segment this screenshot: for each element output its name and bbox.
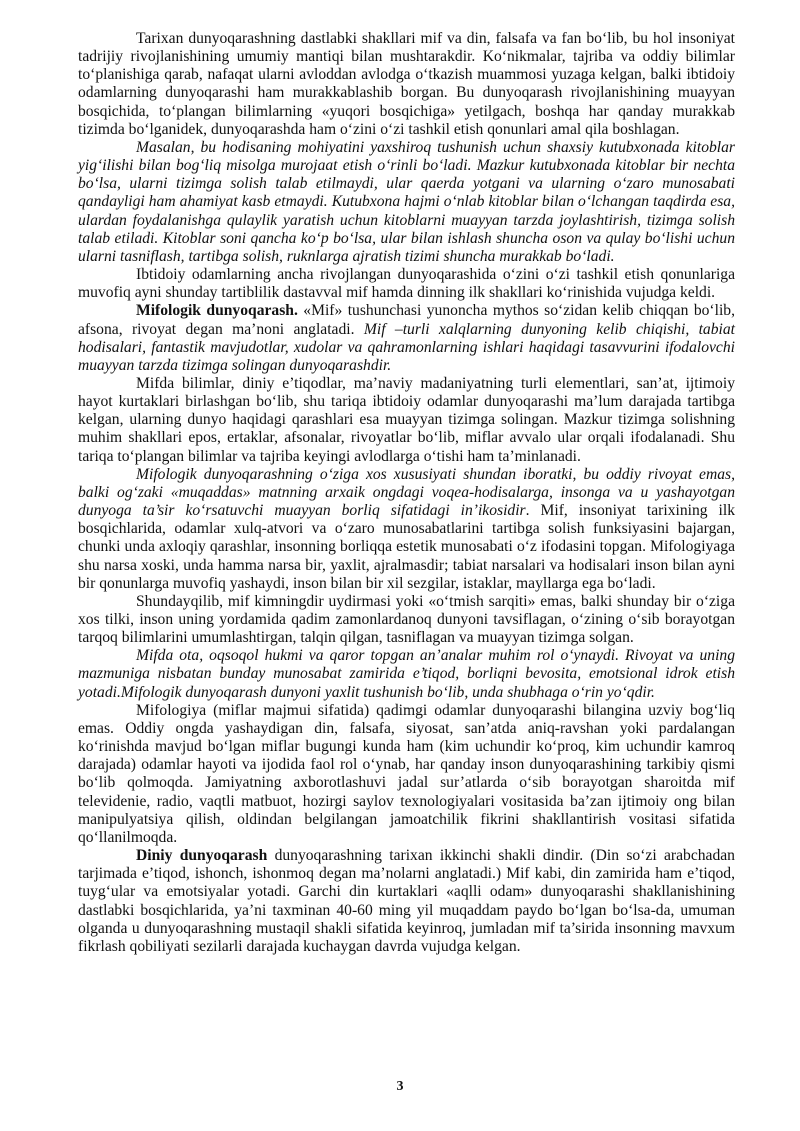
paragraph-10-religious <box>78 847 735 956</box>
paragraph-7: Shundayqilib, mif kimningdir uydirmasi yoki «o‘tmish sarqiti» emas, balki shunday bir o‘ziga xos tilki, inson uning yordamida qadim zamonlardanoq dunyoni tavsiflagan, o‘zining o‘sib borayotgan tarqoq bilimlarini umumlashtirgan, talqin qilgan, tasniflagan va muayyan tizimga solgan. <box>78 592 735 647</box>
page-number: 3 <box>396 1079 404 1094</box>
heading-mythological-worldview: Mifologik dunyoqarash. <box>136 302 298 320</box>
paragraph-10-text: dunyoqarashning tarixan ikkinchi shakli dindir. (Din so‘zi arabchadan tarjimada e’tiqod, ishonch, ishonmoq degan ma’nolarni anglatadi.) Mif kabi, din zamirida ham e’tiqod, tuyg‘ular va emotsiyalar yotadi. Garchi din kurtaklari «aqlli odam» dunyoqarashi shakllanishining dastlabki bosqichlarida, ya’ni taxminan 40-60 ming yil muqaddam paydo bo‘lgan bo‘lsa-da, umuman olganda u dunyoqarashning mustaqil shakli sifatida keyinroq, jumladan mif ta’sirida insonning mavxum fikrlash qobiliyati sezilarli darajada kuchaygan davrda vujudga kelgan. <box>78 847 735 955</box>
paragraph-4-text: «Mif» tushunchasi yunoncha mythos so‘zidan kelib chiqqan bo‘lib, afsona, rivoyat degan ma’noni anglatadi. <box>78 302 735 338</box>
paragraph-3: Ibtidoiy odamlarning ancha rivojlangan dunyoqarashida o‘zini o‘zi tashkil etish qonunlariga muvofiq ayni shunday tartiblilik dastavval mif hamda dinning ilk shakllari ko‘rinishida vujudga keldi. <box>78 266 735 302</box>
document-body <box>78 30 735 956</box>
paragraph-6 <box>78 466 735 593</box>
paragraph-6-italic: Mifologik dunyoqarashning o‘ziga xos xususiyati shundan iboratki, bu oddiy rivoyat emas, balki og‘zaki «muqaddas» matnning arxaik ongdagi voqea-hodisalarga, insonga va u yashayotgan dunyoga ta’sir ko‘rsatuvchi muayyan borliq sifatidagi in’ikosidir <box>78 465 735 520</box>
paragraph-5: Mifda bilimlar, diniy e’tiqodlar, ma’naviy madaniyatning turli elementlari, san’at, ijtimoiy hayot kurtaklari birlashgan bo‘lib, shu tariqa ibtidoiy odamlar dunyoqarashi ma’lum darajada tartibga kelgan, ularning dunyo haqidagi qarashlari esa muayyan tizimga solingan. Mazkur tizimga solishning muhim shakllari epos, ertaklar, afsonalar, rivoyatlar bo‘lib, miflar avvalo ular orqali ifodalanadi. Shu tariqa to‘plangan bilimlar va tajriba keyingi avlodlarga o‘tishi ham ta’minlanadi. <box>78 374 735 465</box>
paragraph-6-text: . Mif, insoniyat tarixining ilk bosqichlarida, odamlar xulq-atvori va o‘zaro munosabatlarini tartibga solish funksiyasini bajargan, chunki unda axloqiy qarashlar, insonning borliqqa estetik munosabati o‘z ifodasini topgan. Mifologiyaga shu narsa xoski, unda hamma narsa bir, yaxlit, ajralmasdir; tabiat narsalari va hodisalari inson bilan ayni bir qonunlarga muvofiq yashaydi, inson bilan bir xil sezgilar, istaklar, mayllarga ega bo‘ladi. <box>78 502 735 592</box>
paragraph-2-example: Masalan, bu hodisaning mohiyatini yaxshiroq tushunish uchun shaxsiy kutubxonada kitoblar yig‘ilishi bilan bog‘liq misolga murojaat etish o‘rinli bo‘ladi. Mazkur kutubxonada kitoblar bir nechta bo‘lsa, ularni tizimga solish talab etilmaydi, ular qaerda yotgani va ularning o‘zaro munosabati qandayligi ham ahamiyat kasb etmaydi. Kutubxona hajmi o‘nlab kitoblar bilan o‘lchangan taqdirda esa, ulardan foydalanishga qulaylik yaratish uchun kitoblarni muayyan tarzda joylashtirish, tizimga solish talab etiladi. Kitoblar soni qancha ko‘p bo‘lsa, ular bilan ishlash shuncha oson va qulay bo‘lishi uchun ularni tasniflash, tartibga solish, ruknlarga ajratish tizimi shuncha murakkab bo‘ladi. <box>78 138 735 265</box>
paragraph-9: Mifologiya (miflar majmui sifatida) qadimgi odamlar dunyoqarashi bilangina uzviy bog‘liq emas. Oddiy ongda yashaydigan din, falsafa, siyosat, san’atda aniq-ravshan yoki pardalangan ko‘rinishda mavjud bo‘lgan miflar bugungi kunda ham (kim uchundir ko‘proq, kim uchundir kamroq darajada) odamlar hayoti va ijodida faol rol o‘ynab, har qanday inson dunyoqarashining tarkibiy qismi bo‘lib qolmoqda. Jamiyatning axborotlashuvi jadal sur’atlarda o‘sib borayotgan sharoitda mif televidenie, radio, vaqtli matbuot, hozirgi saylov texnologiyalari vositasida ba’zan ijtimoiy ong bilan manipulyatsiya qilish, oldindan belgilangan jamoatchilik fikrini shakllantirish vositasi sifatida qo‘llanilmoqda. <box>78 701 735 846</box>
paragraph-8: Mifda ota, oqsoqol hukmi va qaror topgan an’analar muhim rol o‘ynaydi. Rivoyat va uning mazmuniga nisbatan bunday munosabat zamirida e’tiqod, borliqni bevosita, emotsional idrok etish yotadi.Mifologik dunyoqarash dunyoni yaxlit tushunish bo‘lib, unda shubhaga o‘rin yo‘qdir. <box>78 647 735 701</box>
heading-religious-worldview: Diniy dunyoqarash <box>136 847 268 865</box>
paragraph-1: Tarixan dunyoqarashning dastlabki shakllari mif va din, falsafa va fan bo‘lib, bu hol insoniyat tadrijiy rivojlanishining umumiy mantiqi bilan mushtarakdir. Ko‘nikmalar, tajriba va oddiy bilimlar to‘planishiga qarab, nafaqat ularni avloddan avlodga o‘tkazish muammosi yuzaga kelgan, balki ibtidoiy odamlarning dunyoqarashi ham murakkablashib borgan. Bu dunyoqarash rivojlanishining muayyan bosqichida, to‘plangan bilimlarning «yuqori bosqichiga» yetilgach, boshqa har qanday murakkab tizimda bo‘lganidek, dunyoqarashda ham o‘zini o‘zi tashkil etish qonunlari amal qila boshlagan. <box>78 30 735 138</box>
paragraph-4-mythological <box>78 302 735 375</box>
paragraph-4-definition: Mif –turli xalqlarning dunyoning kelib chiqishi, tabiat hodisalari, fantastik mavjudotlar, xudolar va qahramonlarning ishlari haqidagi tasavvurini ifodalovchi muayyan tarzda tizimga solingan dunyoqarashdir. <box>78 320 735 374</box>
